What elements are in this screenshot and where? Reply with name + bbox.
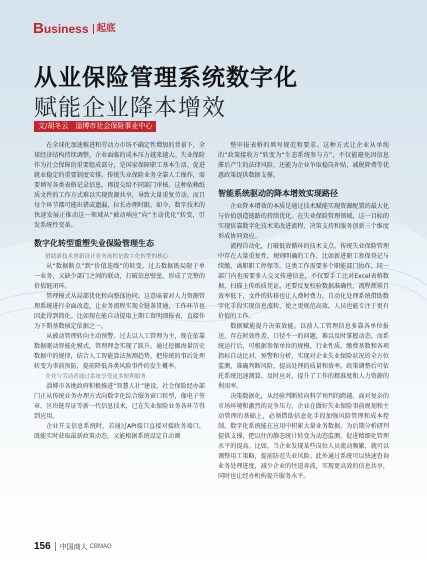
paragraph: 淄博市各地政府积极推进“智慧人社”建设，社会保险经办部门正从传统业务办理方式向数字化综合服务窗口转型，像电子签章、区块链存证等新一代信息技术，已在失业保险业务各环节得到应用。 — [34, 383, 205, 420]
section-name: 起底 — [96, 23, 116, 34]
lead-text: 借助新技术重新设计业务流程是数字化转型的核心 — [45, 254, 169, 260]
article-subtitle: 赋能企业降本增效 — [34, 95, 226, 121]
section-word: usiness — [43, 22, 89, 36]
paragraph: 在全球化加速推进和劳动力市场不确定性增加的背景下，全球经济结构持续调整，企业面临的成本压力越来越大。失业保险作为社会保障的重要组成部分，是国家保障职工基本生活、促进就业稳定的重要制度安排。传统失业保险业务全靠人工操作，需要填写各类表格记录信息，再提交给不同部门审核。这种依赖纸质文件的工作方式难以实现资源共享，导致大量重复劳动。而且每个环节都可能出错或遗漏，拉长办理时限。如今，数字技术的快速发展正推动这一领域从“被动响应”向“主动优化”转变，引发系统性变革。 — [34, 142, 205, 229]
paragraph: 企业降本增效的本质是通过技术赋能实现资源配置的最大化与价值创造链路的持续优化。在失业保险管理领域，这一目标的实现依靠数字化技术来改进流程、决策支持和服务创新三个维度形成协同效应。 — [218, 203, 389, 240]
paragraph: 从“数据断点”到“价值连线”的转变。过去数据既局限于单一业务，又缺少部门之间的联动，打破信息壁垒，形成了完整的价值链闭环。 — [34, 263, 205, 290]
paragraph: 从被动管理转向主动预警。过去以人工管理为主，现在依靠数据驱动智能化模式，管理理念实现了跃升。通过挖掘海量历史数据中的规律，结合人工智能算法预测趋势，把传统的事后处理转变为事前预防，提前降低各类风险事件的发生概率。 — [34, 333, 205, 370]
section-letter: B — [33, 20, 44, 37]
page-number: 156 — [34, 541, 51, 552]
magazine-name: 中国商人 — [59, 542, 88, 551]
section-heading: 数字化转型重塑失业保险管理生态 — [34, 239, 154, 248]
section-divider — [93, 24, 94, 34]
article-column-left — [34, 141, 205, 442]
lead-text: 企业与劳动者通过系统享受更多便利服务 — [45, 374, 146, 380]
paragraph: 流程自动化，打破低效循环的技术支点。传统失业保险管理中存在大量重复性、规则明确的工作，比如新进职工参保登记与续缴、离职职工停保等。这类工作需要多个职能部门协作，同一部门内也需要多人交叉传递信息，不仅要手工比对Excel表格数据，扫描上传纸质凭证，还要反复校验数据准确性，流程烦琐且效率低下，文件的转移也让人费时费力。自动化处理系统借助数字化手段实现信息流转，使之更规范高效，人员也能专注于更有价值的工作。 — [218, 243, 389, 320]
author-byline: 文/胡冬云 淄博市社会保险事业中心 — [34, 121, 156, 132]
article-column-right — [218, 141, 389, 482]
paragraph: 企业开支信息系统时，若通过API接口直接对接政务端口，既能实时获取最新政策动态，又能根据系统设定自动调 — [34, 423, 205, 440]
section-heading: 智能系统驱动的降本增效实现路径 — [218, 189, 338, 198]
footer-divider — [55, 542, 56, 551]
paragraph: 整申报表格的填写规范和要求。这种方式让企业从单纯的“政策接收方”转变为“生态系统参与方”，不仅能避免因信息滞后产生的法律风险，还能为企业争取稳岗补贴、减税降费等优惠政策提供数据支撑。 — [218, 142, 389, 179]
article-title: 从业保险管理系统数字化 — [34, 65, 298, 91]
paragraph: 管理模式从局部优化转向整体协同。这意味着对人力资源管理系统进行全面改造，让业务流程实现全链条贯通，工作环节也因此得到简化。比如现在能自动提取上期工资明细报表，直接作为下期基数核定依据之一。 — [34, 293, 205, 330]
paragraph: 数据赋能提升决策效能。以前人工管理信息多靠各单位报送，存在时效性差、口径不一的问题，难以及时掌握动态。而系统运行后，可根据参保单位的规模、行业性质、缴费基数和各项指标自动比对、预警和分析，实现对企业失业保险状况的全方位监测，准确判断风险，提高处理的质量和效率。政策调整后可依托系统迅速测算、及时应对，提升了工作的精准度和人力资源的利用率。 — [218, 323, 389, 390]
paragraph: 决策数据化，从经验判断转向科学预判的跨越。面对复杂的市场环境和激烈的竞争压力，企业在做好失业保险事前规划和主动管理的基础上，必须借助信息化手段加强风险管理和成本控制。数字化系统能在应用中积累大量业务数据，为后期分析研判提供支撑，把以往的静态统计转变为动态监测，促进精细化管理水平的提高。比如，当企业发现某些岗位人员流动频繁，就可以调整用工策略，提前防范失业风险。此外通过系统可以快速查询业务处理进度，减少企业的往返奔波，实现更高效的信息共享，同时也让经办机构提升服务水平。 — [218, 393, 389, 480]
section-tag — [33, 22, 116, 36]
page-footer — [34, 541, 112, 552]
magazine-name-en: CBMAG — [89, 543, 112, 550]
